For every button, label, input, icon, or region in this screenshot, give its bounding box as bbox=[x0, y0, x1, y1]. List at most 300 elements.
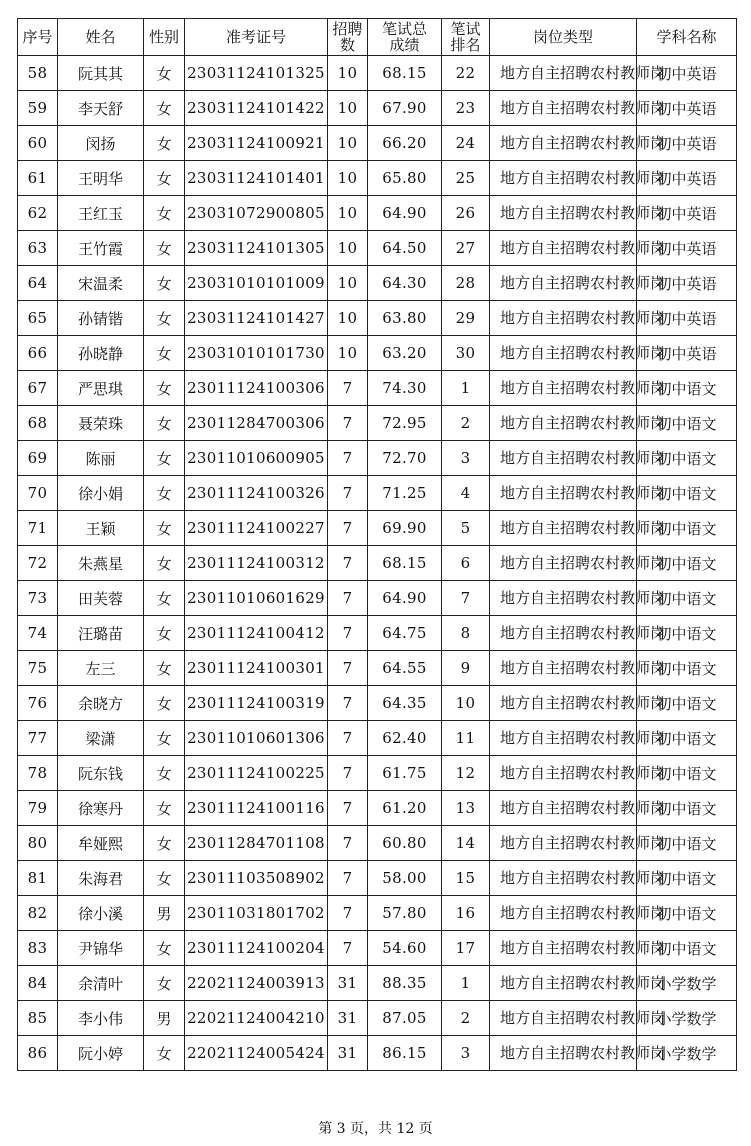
cell-gender: 女 bbox=[144, 546, 185, 581]
cell-written-score: 66.20 bbox=[368, 126, 442, 161]
cell-post-type bbox=[490, 861, 666, 896]
cell-hiring-quota: 7 bbox=[328, 686, 368, 721]
cell-ticket-number: 23031124101422 bbox=[185, 91, 328, 126]
cell-post-type bbox=[490, 371, 666, 406]
cell-index: 61 bbox=[18, 161, 58, 196]
table-row bbox=[18, 91, 737, 126]
cell-written-rank: 29 bbox=[442, 301, 490, 336]
cell-gender: 女 bbox=[144, 651, 185, 686]
post-type-text: 地方自主招聘农村教师岗 bbox=[500, 204, 666, 222]
cell-ticket-number: 22021124005424 bbox=[185, 1036, 328, 1071]
cell-written-score: 62.40 bbox=[368, 721, 442, 756]
cell-written-rank: 9 bbox=[442, 651, 490, 686]
cell-ticket-number: 22021124003913 bbox=[185, 966, 328, 1001]
cell-gender: 女 bbox=[144, 336, 185, 371]
cell-written-rank: 27 bbox=[442, 231, 490, 266]
cell-subject: 初中语文 bbox=[637, 406, 737, 441]
cell-index: 76 bbox=[18, 686, 58, 721]
table-body bbox=[18, 56, 737, 1071]
cell-post-type bbox=[490, 826, 666, 861]
cell-index: 84 bbox=[18, 966, 58, 1001]
cell-ticket-number: 23031124101305 bbox=[185, 231, 328, 266]
cell-written-score: 64.50 bbox=[368, 231, 442, 266]
cell-hiring-quota: 10 bbox=[328, 301, 368, 336]
post-type-text: 地方自主招聘农村教师岗 bbox=[500, 764, 666, 782]
cell-hiring-quota: 7 bbox=[328, 826, 368, 861]
cell-post-type bbox=[490, 651, 666, 686]
cell-written-rank: 6 bbox=[442, 546, 490, 581]
cell-name: 梁潇 bbox=[58, 721, 144, 756]
table-row bbox=[18, 616, 737, 651]
table-row bbox=[18, 476, 737, 511]
post-type-text: 地方自主招聘农村教师岗 bbox=[500, 834, 666, 852]
table-row bbox=[18, 826, 737, 861]
cell-written-score: 86.15 bbox=[368, 1036, 442, 1071]
header-quota bbox=[328, 19, 368, 56]
cell-subject: 初中英语 bbox=[637, 126, 737, 161]
cell-hiring-quota: 10 bbox=[328, 126, 368, 161]
cell-subject: 初中语文 bbox=[637, 651, 737, 686]
cell-written-rank: 1 bbox=[442, 966, 490, 1001]
cell-ticket-number: 23011103508902 bbox=[185, 861, 328, 896]
cell-written-score: 72.70 bbox=[368, 441, 442, 476]
cell-hiring-quota: 10 bbox=[328, 91, 368, 126]
cell-name: 阮小婷 bbox=[58, 1036, 144, 1071]
cell-hiring-quota: 7 bbox=[328, 476, 368, 511]
post-type-text: 地方自主招聘农村教师岗 bbox=[500, 554, 666, 572]
cell-written-rank: 11 bbox=[442, 721, 490, 756]
cell-subject: 初中语文 bbox=[637, 686, 737, 721]
cell-written-score: 63.80 bbox=[368, 301, 442, 336]
cell-post-type bbox=[490, 126, 666, 161]
cell-hiring-quota: 7 bbox=[328, 756, 368, 791]
cell-index: 65 bbox=[18, 301, 58, 336]
cell-hiring-quota: 10 bbox=[328, 56, 368, 91]
cell-post-type bbox=[490, 161, 666, 196]
cell-hiring-quota: 10 bbox=[328, 196, 368, 231]
cell-written-score: 57.80 bbox=[368, 896, 442, 931]
cell-subject: 初中语文 bbox=[637, 791, 737, 826]
cell-written-rank: 10 bbox=[442, 686, 490, 721]
cell-name: 尹锦华 bbox=[58, 931, 144, 966]
cell-index: 86 bbox=[18, 1036, 58, 1071]
post-type-text: 地方自主招聘农村教师岗 bbox=[500, 134, 666, 152]
cell-written-score: 60.80 bbox=[368, 826, 442, 861]
cell-hiring-quota: 7 bbox=[328, 371, 368, 406]
cell-index: 58 bbox=[18, 56, 58, 91]
cell-written-score: 72.95 bbox=[368, 406, 442, 441]
cell-index: 71 bbox=[18, 511, 58, 546]
cell-index: 68 bbox=[18, 406, 58, 441]
cell-hiring-quota: 10 bbox=[328, 161, 368, 196]
cell-subject: 初中语文 bbox=[637, 861, 737, 896]
cell-written-score: 74.30 bbox=[368, 371, 442, 406]
cell-gender: 女 bbox=[144, 686, 185, 721]
table-row bbox=[18, 301, 737, 336]
cell-written-rank: 2 bbox=[442, 1001, 490, 1036]
cell-written-score: 69.90 bbox=[368, 511, 442, 546]
cell-name: 徐寒丹 bbox=[58, 791, 144, 826]
cell-name: 孙晓静 bbox=[58, 336, 144, 371]
cell-name: 王红玉 bbox=[58, 196, 144, 231]
cell-hiring-quota: 10 bbox=[328, 336, 368, 371]
post-type-text: 地方自主招聘农村教师岗 bbox=[500, 519, 666, 537]
cell-post-type bbox=[490, 686, 666, 721]
cell-written-score: 64.30 bbox=[368, 266, 442, 301]
cell-subject: 初中英语 bbox=[637, 266, 737, 301]
cell-index: 83 bbox=[18, 931, 58, 966]
cell-hiring-quota: 7 bbox=[328, 511, 368, 546]
cell-name: 王明华 bbox=[58, 161, 144, 196]
post-type-text: 地方自主招聘农村教师岗 bbox=[500, 99, 666, 117]
cell-post-type bbox=[490, 476, 666, 511]
cell-name: 闵扬 bbox=[58, 126, 144, 161]
cell-written-rank: 17 bbox=[442, 931, 490, 966]
cell-name: 田芙蓉 bbox=[58, 581, 144, 616]
results-table bbox=[17, 18, 737, 1071]
cell-post-type bbox=[490, 791, 666, 826]
cell-written-rank: 4 bbox=[442, 476, 490, 511]
cell-subject: 初中英语 bbox=[637, 161, 737, 196]
table-row bbox=[18, 406, 737, 441]
post-type-text: 地方自主招聘农村教师岗 bbox=[500, 729, 666, 747]
cell-subject: 初中英语 bbox=[637, 196, 737, 231]
cell-gender: 女 bbox=[144, 931, 185, 966]
cell-ticket-number: 23011010601629 bbox=[185, 581, 328, 616]
table-row bbox=[18, 721, 737, 756]
cell-hiring-quota: 31 bbox=[328, 966, 368, 1001]
cell-post-type bbox=[490, 56, 666, 91]
cell-written-score: 67.90 bbox=[368, 91, 442, 126]
table-row bbox=[18, 896, 737, 931]
cell-hiring-quota: 7 bbox=[328, 721, 368, 756]
cell-gender: 女 bbox=[144, 721, 185, 756]
cell-index: 60 bbox=[18, 126, 58, 161]
cell-gender: 女 bbox=[144, 301, 185, 336]
cell-post-type bbox=[490, 231, 666, 266]
cell-gender: 女 bbox=[144, 266, 185, 301]
cell-index: 77 bbox=[18, 721, 58, 756]
cell-subject: 初中英语 bbox=[637, 301, 737, 336]
cell-post-type bbox=[490, 756, 666, 791]
cell-subject: 小学数学 bbox=[637, 1001, 737, 1036]
cell-name: 王颖 bbox=[58, 511, 144, 546]
cell-post-type bbox=[490, 966, 666, 1001]
cell-written-rank: 2 bbox=[442, 406, 490, 441]
cell-subject: 初中英语 bbox=[637, 336, 737, 371]
post-type-text: 地方自主招聘农村教师岗 bbox=[500, 799, 666, 817]
post-type-text: 地方自主招聘农村教师岗 bbox=[500, 1044, 666, 1062]
cell-index: 79 bbox=[18, 791, 58, 826]
cell-post-type bbox=[490, 196, 666, 231]
cell-post-type bbox=[490, 896, 666, 931]
cell-name: 宋温柔 bbox=[58, 266, 144, 301]
header-score-label: 笔试总成绩 bbox=[381, 20, 427, 54]
header-score bbox=[368, 19, 442, 56]
cell-ticket-number: 23011124100227 bbox=[185, 511, 328, 546]
cell-post-type bbox=[490, 931, 666, 966]
cell-ticket-number: 23011010601306 bbox=[185, 721, 328, 756]
cell-subject: 小学数学 bbox=[637, 1036, 737, 1071]
post-type-text: 地方自主招聘农村教师岗 bbox=[500, 379, 666, 397]
cell-gender: 女 bbox=[144, 826, 185, 861]
cell-index: 75 bbox=[18, 651, 58, 686]
cell-subject: 小学数学 bbox=[637, 966, 737, 1001]
cell-gender: 女 bbox=[144, 196, 185, 231]
post-type-text: 地方自主招聘农村教师岗 bbox=[500, 484, 666, 502]
cell-written-rank: 22 bbox=[442, 56, 490, 91]
cell-gender: 男 bbox=[144, 896, 185, 931]
cell-written-rank: 16 bbox=[442, 896, 490, 931]
post-type-text: 地方自主招聘农村教师岗 bbox=[500, 904, 666, 922]
cell-hiring-quota: 7 bbox=[328, 791, 368, 826]
post-type-text: 地方自主招聘农村教师岗 bbox=[500, 414, 666, 432]
cell-post-type bbox=[490, 266, 666, 301]
cell-gender: 女 bbox=[144, 441, 185, 476]
header-subject: 学科名称 bbox=[637, 19, 737, 56]
post-type-text: 地方自主招聘农村教师岗 bbox=[500, 449, 666, 467]
cell-written-score: 64.90 bbox=[368, 581, 442, 616]
cell-subject: 初中英语 bbox=[637, 56, 737, 91]
cell-subject: 初中语文 bbox=[637, 371, 737, 406]
cell-gender: 女 bbox=[144, 126, 185, 161]
cell-name: 王竹霞 bbox=[58, 231, 144, 266]
cell-subject: 初中语文 bbox=[637, 826, 737, 861]
cell-index: 64 bbox=[18, 266, 58, 301]
cell-gender: 女 bbox=[144, 371, 185, 406]
post-type-text: 地方自主招聘农村教师岗 bbox=[500, 239, 666, 257]
cell-hiring-quota: 7 bbox=[328, 651, 368, 686]
table-row bbox=[18, 161, 737, 196]
cell-ticket-number: 23011031801702 bbox=[185, 896, 328, 931]
cell-gender: 男 bbox=[144, 1001, 185, 1036]
cell-ticket-number: 23031124101427 bbox=[185, 301, 328, 336]
cell-ticket-number: 23011124100326 bbox=[185, 476, 328, 511]
header-gender: 性别 bbox=[144, 19, 185, 56]
cell-written-rank: 3 bbox=[442, 441, 490, 476]
cell-ticket-number: 23031010101009 bbox=[185, 266, 328, 301]
cell-written-rank: 23 bbox=[442, 91, 490, 126]
cell-post-type bbox=[490, 301, 666, 336]
cell-hiring-quota: 7 bbox=[328, 896, 368, 931]
cell-written-rank: 24 bbox=[442, 126, 490, 161]
cell-post-type bbox=[490, 91, 666, 126]
cell-ticket-number: 23031010101730 bbox=[185, 336, 328, 371]
post-type-text: 地方自主招聘农村教师岗 bbox=[500, 974, 666, 992]
cell-ticket-number: 23031124100921 bbox=[185, 126, 328, 161]
cell-written-score: 65.80 bbox=[368, 161, 442, 196]
table-row bbox=[18, 266, 737, 301]
cell-written-rank: 25 bbox=[442, 161, 490, 196]
cell-written-score: 88.35 bbox=[368, 966, 442, 1001]
cell-post-type bbox=[490, 581, 666, 616]
cell-index: 82 bbox=[18, 896, 58, 931]
cell-written-rank: 1 bbox=[442, 371, 490, 406]
cell-name: 聂荣珠 bbox=[58, 406, 144, 441]
cell-written-score: 63.20 bbox=[368, 336, 442, 371]
cell-subject: 初中语文 bbox=[637, 931, 737, 966]
cell-subject: 初中英语 bbox=[637, 231, 737, 266]
cell-written-rank: 7 bbox=[442, 581, 490, 616]
cell-post-type bbox=[490, 721, 666, 756]
cell-index: 67 bbox=[18, 371, 58, 406]
cell-written-score: 68.15 bbox=[368, 546, 442, 581]
cell-index: 80 bbox=[18, 826, 58, 861]
header-idx: 序号 bbox=[18, 19, 58, 56]
cell-hiring-quota: 31 bbox=[328, 1001, 368, 1036]
table-row bbox=[18, 791, 737, 826]
table-row bbox=[18, 966, 737, 1001]
cell-subject: 初中语文 bbox=[637, 721, 737, 756]
cell-name: 李天舒 bbox=[58, 91, 144, 126]
cell-gender: 女 bbox=[144, 406, 185, 441]
post-type-text: 地方自主招聘农村教师岗 bbox=[500, 274, 666, 292]
cell-gender: 女 bbox=[144, 91, 185, 126]
cell-gender: 女 bbox=[144, 791, 185, 826]
cell-hiring-quota: 7 bbox=[328, 546, 368, 581]
table-row bbox=[18, 756, 737, 791]
table-row bbox=[18, 651, 737, 686]
cell-name: 左三 bbox=[58, 651, 144, 686]
cell-gender: 女 bbox=[144, 966, 185, 1001]
header-post: 岗位类型 bbox=[490, 19, 637, 56]
cell-gender: 女 bbox=[144, 581, 185, 616]
table-row bbox=[18, 861, 737, 896]
cell-name: 陈丽 bbox=[58, 441, 144, 476]
cell-ticket-number: 23011010600905 bbox=[185, 441, 328, 476]
cell-gender: 女 bbox=[144, 511, 185, 546]
cell-gender: 女 bbox=[144, 861, 185, 896]
cell-subject: 初中语文 bbox=[637, 581, 737, 616]
cell-written-rank: 30 bbox=[442, 336, 490, 371]
cell-post-type bbox=[490, 336, 666, 371]
cell-ticket-number: 23031124101325 bbox=[185, 56, 328, 91]
cell-post-type bbox=[490, 511, 666, 546]
cell-written-rank: 8 bbox=[442, 616, 490, 651]
cell-written-score: 58.00 bbox=[368, 861, 442, 896]
post-type-text: 地方自主招聘农村教师岗 bbox=[500, 659, 666, 677]
post-type-text: 地方自主招聘农村教师岗 bbox=[500, 169, 666, 187]
cell-written-score: 68.15 bbox=[368, 56, 442, 91]
header-row bbox=[18, 19, 737, 56]
post-type-text: 地方自主招聘农村教师岗 bbox=[500, 939, 666, 957]
cell-subject: 初中语文 bbox=[637, 756, 737, 791]
cell-name: 徐小溪 bbox=[58, 896, 144, 931]
cell-written-score: 61.75 bbox=[368, 756, 442, 791]
cell-index: 73 bbox=[18, 581, 58, 616]
cell-gender: 女 bbox=[144, 616, 185, 651]
header-name: 姓名 bbox=[58, 19, 144, 56]
cell-ticket-number: 23011124100412 bbox=[185, 616, 328, 651]
cell-subject: 初中语文 bbox=[637, 511, 737, 546]
cell-written-score: 64.75 bbox=[368, 616, 442, 651]
cell-gender: 女 bbox=[144, 231, 185, 266]
cell-post-type bbox=[490, 1036, 666, 1071]
table-row bbox=[18, 931, 737, 966]
cell-post-type bbox=[490, 1001, 666, 1036]
table-row bbox=[18, 126, 737, 161]
cell-hiring-quota: 7 bbox=[328, 616, 368, 651]
header-quota-label: 招聘数 bbox=[332, 20, 363, 54]
table-row bbox=[18, 581, 737, 616]
cell-index: 74 bbox=[18, 616, 58, 651]
cell-written-rank: 5 bbox=[442, 511, 490, 546]
cell-hiring-quota: 7 bbox=[328, 861, 368, 896]
cell-name: 孙锖锴 bbox=[58, 301, 144, 336]
cell-hiring-quota: 7 bbox=[328, 406, 368, 441]
cell-post-type bbox=[490, 406, 666, 441]
post-type-text: 地方自主招聘农村教师岗 bbox=[500, 1009, 666, 1027]
page-footer: 第 3 页，共 12 页 bbox=[318, 1121, 433, 1137]
table-row bbox=[18, 231, 737, 266]
cell-index: 72 bbox=[18, 546, 58, 581]
cell-name: 阮东钱 bbox=[58, 756, 144, 791]
cell-subject: 初中语文 bbox=[637, 546, 737, 581]
cell-subject: 初中语文 bbox=[637, 441, 737, 476]
cell-hiring-quota: 10 bbox=[328, 266, 368, 301]
post-type-text: 地方自主招聘农村教师岗 bbox=[500, 694, 666, 712]
cell-ticket-number: 23011284701108 bbox=[185, 826, 328, 861]
cell-ticket-number: 23031072900805 bbox=[185, 196, 328, 231]
cell-written-rank: 12 bbox=[442, 756, 490, 791]
cell-index: 85 bbox=[18, 1001, 58, 1036]
cell-ticket-number: 23011124100116 bbox=[185, 791, 328, 826]
table-row bbox=[18, 1036, 737, 1071]
cell-name: 汪璐苗 bbox=[58, 616, 144, 651]
post-type-text: 地方自主招聘农村教师岗 bbox=[500, 309, 666, 327]
cell-index: 59 bbox=[18, 91, 58, 126]
cell-name: 阮其其 bbox=[58, 56, 144, 91]
cell-ticket-number: 22021124004210 bbox=[185, 1001, 328, 1036]
cell-written-score: 64.55 bbox=[368, 651, 442, 686]
cell-written-rank: 26 bbox=[442, 196, 490, 231]
cell-written-score: 64.35 bbox=[368, 686, 442, 721]
cell-index: 70 bbox=[18, 476, 58, 511]
table-row bbox=[18, 336, 737, 371]
table-row bbox=[18, 371, 737, 406]
post-type-text: 地方自主招聘农村教师岗 bbox=[500, 624, 666, 642]
cell-ticket-number: 23011124100301 bbox=[185, 651, 328, 686]
table-row bbox=[18, 196, 737, 231]
cell-subject: 初中英语 bbox=[637, 91, 737, 126]
cell-ticket-number: 23011124100312 bbox=[185, 546, 328, 581]
cell-gender: 女 bbox=[144, 476, 185, 511]
table-row bbox=[18, 686, 737, 721]
cell-written-rank: 13 bbox=[442, 791, 490, 826]
cell-ticket-number: 23011124100204 bbox=[185, 931, 328, 966]
cell-gender: 女 bbox=[144, 56, 185, 91]
post-type-text: 地方自主招聘农村教师岗 bbox=[500, 589, 666, 607]
cell-gender: 女 bbox=[144, 161, 185, 196]
cell-written-score: 71.25 bbox=[368, 476, 442, 511]
cell-ticket-number: 23011124100306 bbox=[185, 371, 328, 406]
cell-name: 李小伟 bbox=[58, 1001, 144, 1036]
table-row bbox=[18, 441, 737, 476]
cell-index: 66 bbox=[18, 336, 58, 371]
cell-subject: 初中语文 bbox=[637, 476, 737, 511]
table-row bbox=[18, 511, 737, 546]
cell-subject: 初中语文 bbox=[637, 896, 737, 931]
cell-index: 69 bbox=[18, 441, 58, 476]
cell-index: 63 bbox=[18, 231, 58, 266]
cell-post-type bbox=[490, 546, 666, 581]
cell-gender: 女 bbox=[144, 756, 185, 791]
post-type-text: 地方自主招聘农村教师岗 bbox=[500, 64, 666, 82]
cell-name: 余清叶 bbox=[58, 966, 144, 1001]
cell-gender: 女 bbox=[144, 1036, 185, 1071]
cell-name: 严思琪 bbox=[58, 371, 144, 406]
table-row bbox=[18, 546, 737, 581]
